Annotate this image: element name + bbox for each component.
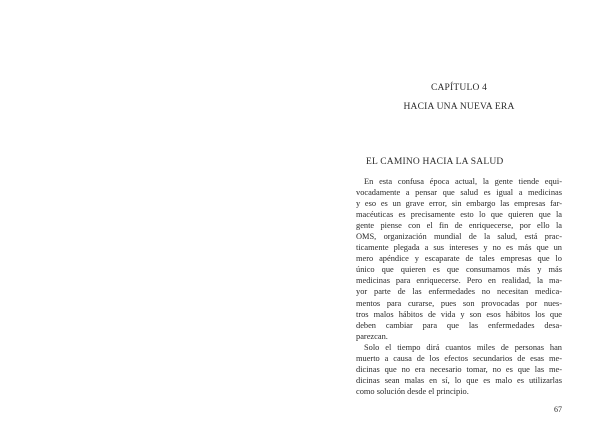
text-line: mentos para curarse, pues son provocadas por nues-	[356, 298, 562, 308]
section-heading: EL CAMINO HACIA LA SALUD	[366, 157, 504, 167]
text-line: ticamente plegada a sus intereses y no es más que un	[356, 243, 562, 253]
text-line: deben cambiar para que las enfermedades desa-	[356, 320, 562, 330]
text-line: medicinas para enriquecerse. Pero en realidad, la ma-	[356, 276, 562, 286]
text-line: dicinas sean malas en sí, lo que es malo es utilizarlas	[356, 375, 562, 385]
text-line: vocadamente a pensar que salud es igual a medicinas	[356, 188, 562, 198]
chapter-label: CAPÍTULO 4	[430, 83, 488, 93]
chapter-title: HACIA UNA NUEVA ERA	[403, 102, 515, 112]
text-line: como solución desde el principio.	[356, 386, 469, 396]
text-line: muerto a causa de los efectos secundarios de esas me-	[356, 353, 562, 363]
text-line: parezcan.	[356, 331, 388, 341]
text-line: dicinas que no era necesario tomar, no es que las me-	[356, 364, 562, 374]
paragraph-2	[356, 342, 562, 397]
text-line: yor parte de las enfermedades no necesitan medica-	[356, 287, 562, 297]
paragraph-1	[356, 176, 562, 342]
page-number: 67	[554, 405, 562, 414]
text-line: y eso es un grave error, sin embargo las empresas far-	[356, 199, 562, 209]
text-line: único que quieren es que consumamos más y más	[356, 265, 562, 275]
text-line: OMS, organización mundial de la salud, está prac-	[356, 232, 562, 242]
text-line: mero apéndice y escaparate de tales empresas que lo	[356, 254, 562, 264]
body-text	[356, 176, 562, 397]
text-line: tros malos hábitos de vida y son esos hábitos los que	[356, 309, 562, 319]
text-line: gente piense con el fin de enriquecerse, por ello la	[356, 221, 562, 231]
text-line: En esta confusa época actual, la gente tiende equi-	[364, 177, 562, 186]
text-line: Solo el tiempo dirá cuantos miles de personas han	[364, 342, 562, 352]
text-line: macéuticas es precisamente esto lo que quieren que la	[356, 210, 562, 220]
